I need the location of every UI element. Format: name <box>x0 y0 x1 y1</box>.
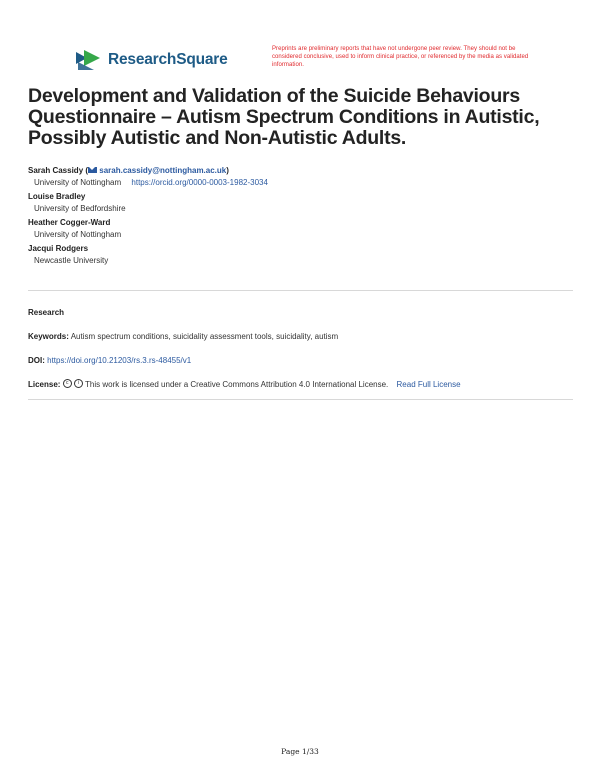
doi-link[interactable]: https://doi.org/10.21203/rs.3.rs-48455/v1 <box>47 356 192 365</box>
logo-wordmark: ResearchSquare <box>108 51 228 68</box>
author-name: Sarah Cassidy <box>28 166 84 175</box>
doi-label: DOI: <box>28 356 45 365</box>
preprint-disclaimer: Preprints are preliminary reports that have not undergone peer review. They should not be considered conclusive, used to inform clinical practice, or referenced by the media as validated information. <box>272 46 529 68</box>
author-name: Heather Cogger-Ward <box>28 218 111 227</box>
orcid-link[interactable]: https://orcid.org/0000-0003-1982-3034 <box>131 178 268 187</box>
email-icon <box>88 167 97 173</box>
by-icon: i <box>74 379 83 388</box>
license-text: This work is licensed under a Creative Commons Attribution 4.0 International License. <box>85 380 389 389</box>
author-list <box>28 165 568 269</box>
license-row <box>28 380 461 389</box>
author-entry <box>28 191 568 217</box>
page-number: Page 1/33 <box>281 747 319 756</box>
keywords-row <box>28 332 338 341</box>
keywords-label: Keywords: <box>28 332 69 341</box>
author-email-link[interactable]: sarah.cassidy@nottingham.ac.uk <box>99 166 227 175</box>
author-affiliation: Newcastle University <box>34 256 109 265</box>
author-affiliation: University of Nottingham <box>34 230 122 239</box>
author-entry: Sarah Cassidy ( sarah.cassidy@nottingham.ac.uk) University of Nottingham https://orcid.org/0000-0003-1982-3034 <box>28 166 268 187</box>
author-affiliation: University of Nottingham <box>34 178 122 187</box>
author-name: Louise Bradley <box>28 192 86 201</box>
research-square-logo-icon <box>74 48 102 72</box>
author-affiliation: University of Bedfordshire <box>34 204 126 213</box>
article-type: Research <box>28 308 65 317</box>
article-title: Development and Validation of the Suicide Behaviours Questionnaire – Autism Spectrum Conditions in Autistic, Possibly Autistic and Non-Autistic Adults. <box>28 85 540 149</box>
read-full-license-link[interactable]: Read Full License <box>396 380 461 389</box>
author-entry <box>28 243 568 269</box>
doi-row <box>28 356 191 365</box>
divider <box>28 290 573 291</box>
author-name: Jacqui Rodgers <box>28 244 89 253</box>
keywords-value: Autism spectrum conditions, suicidality assessment tools, suicidality, autism <box>70 332 339 341</box>
license-label: License: <box>28 380 61 389</box>
divider <box>28 399 573 400</box>
author-entry <box>28 217 568 243</box>
cc-license-icons <box>63 380 85 389</box>
research-square-logo[interactable] <box>74 47 228 73</box>
cc-icon: c <box>63 379 72 388</box>
